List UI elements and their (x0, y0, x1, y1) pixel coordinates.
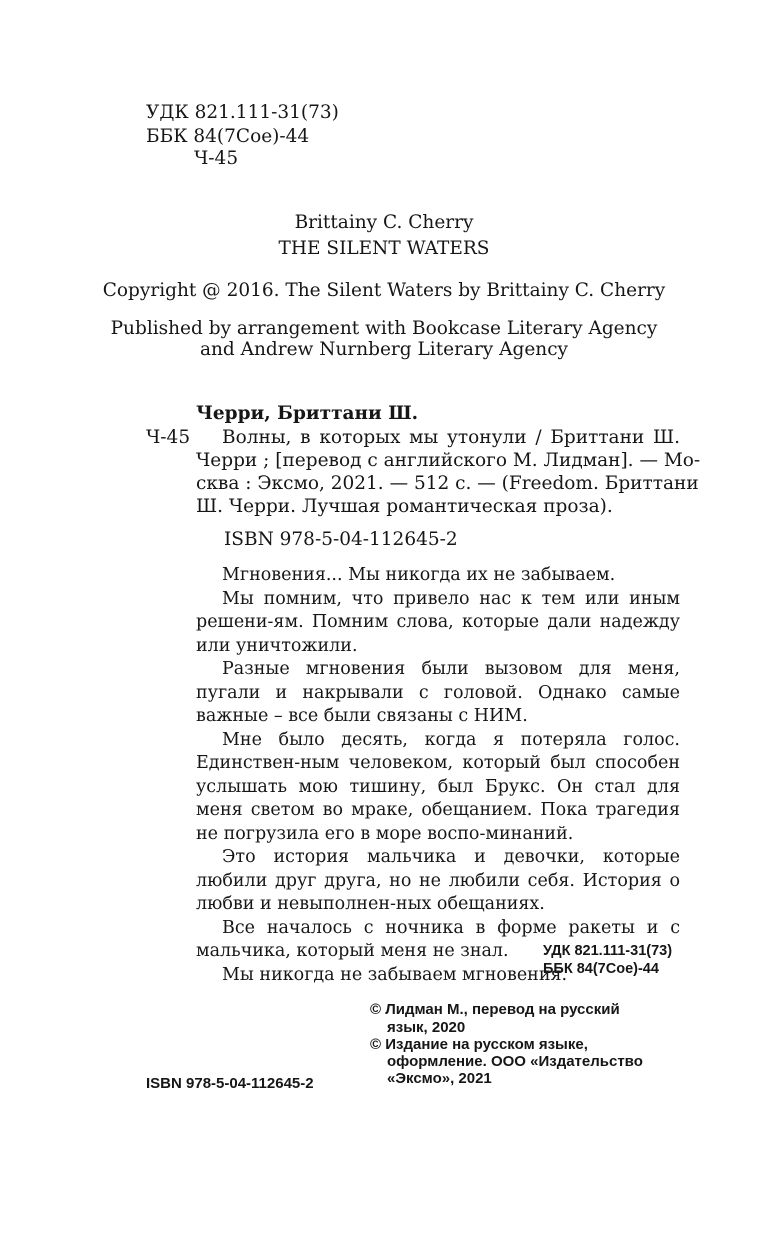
udk-code: УДК 821.111-31(73) (146, 102, 339, 123)
published-line-1: Published by arrangement with Bookcase Literary Agency (110, 318, 658, 339)
record-line-3: сква : Эксмо, 2021. — 512 с. — (Freedom. Бриттани (196, 473, 699, 494)
record-line-4: Ш. Черри. Лучшая романтическая проза). (196, 496, 613, 517)
copyright-edition-line-2: оформление. ООО «Издательство (387, 1053, 643, 1070)
copyright-original: Copyright @ 2016. The Silent Waters by Brittainy C. Cherry (102, 280, 666, 301)
footer-udk: УДК 821.111-31(73) (543, 943, 673, 959)
copyright-translation-line-1: © Лидман М., перевод на русский (370, 1001, 620, 1018)
annotation-paragraph: Все началось с ночника в форме ракеты и с мальчика, который меня не знал. (196, 917, 680, 961)
copyright-translation-line-2: язык, 2020 (387, 1019, 466, 1036)
original-title: THE SILENT WATERS (278, 238, 490, 259)
copyright-edition-line-1: © Издание на русском языке, (370, 1036, 588, 1053)
original-author: Brittainy C. Cherry (294, 212, 474, 233)
cutter-code: Ч-45 (194, 148, 239, 169)
record-author-heading: Черри, Бриттани Ш. (196, 403, 419, 424)
annotation-paragraph: Мне было десять, когда я потеряла голос. Единствен-ным человеком, который был способен услышать мою тишину, был Брукс. Он стал для меня светом во мраке, обещанием. Пока трагедия не погрузила его в море воспо-минаний. (196, 729, 680, 844)
annotation-paragraph: Мы помним, что привело нас к тем или иным решени-ям. Помним слова, которые дали надежду или уничтожили. (196, 588, 680, 656)
bbk-code: ББК 84(7Сое)-44 (146, 126, 310, 147)
record-cutter: Ч-45 (146, 427, 191, 448)
annotation-paragraph: Это история мальчика и девочки, которые любили друг друга, но не любили себя. История о любви и невыполнен-ных обещаниях. (196, 847, 680, 914)
published-line-2: and Andrew Nurnberg Literary Agency (199, 339, 569, 360)
annotation-paragraph: Мгновения... Мы никогда их не забываем. (222, 565, 616, 585)
record-isbn: ISBN 978-5-04-112645-2 (224, 529, 458, 550)
footer-bbk: ББК 84(7Сое)-44 (543, 961, 659, 977)
footer-isbn: ISBN 978-5-04-112645-2 (146, 1075, 314, 1092)
record-line-2: Черри ; [перевод с английского М. Лидман]. — Мо- (196, 450, 701, 471)
annotation-paragraph: Разные мгновения были вызовом для меня, пугали и накрывали с головой. Однако самые важные – все были связаны с НИМ. (196, 659, 680, 726)
record-line-1: Волны, в которых мы утонули / Бриттани Ш. (222, 427, 680, 448)
annotation-paragraph: Мы никогда не забываем мгновения. (222, 964, 568, 985)
annotation (196, 564, 680, 987)
copyright-edition-line-3: «Эксмо», 2021 (387, 1070, 492, 1087)
